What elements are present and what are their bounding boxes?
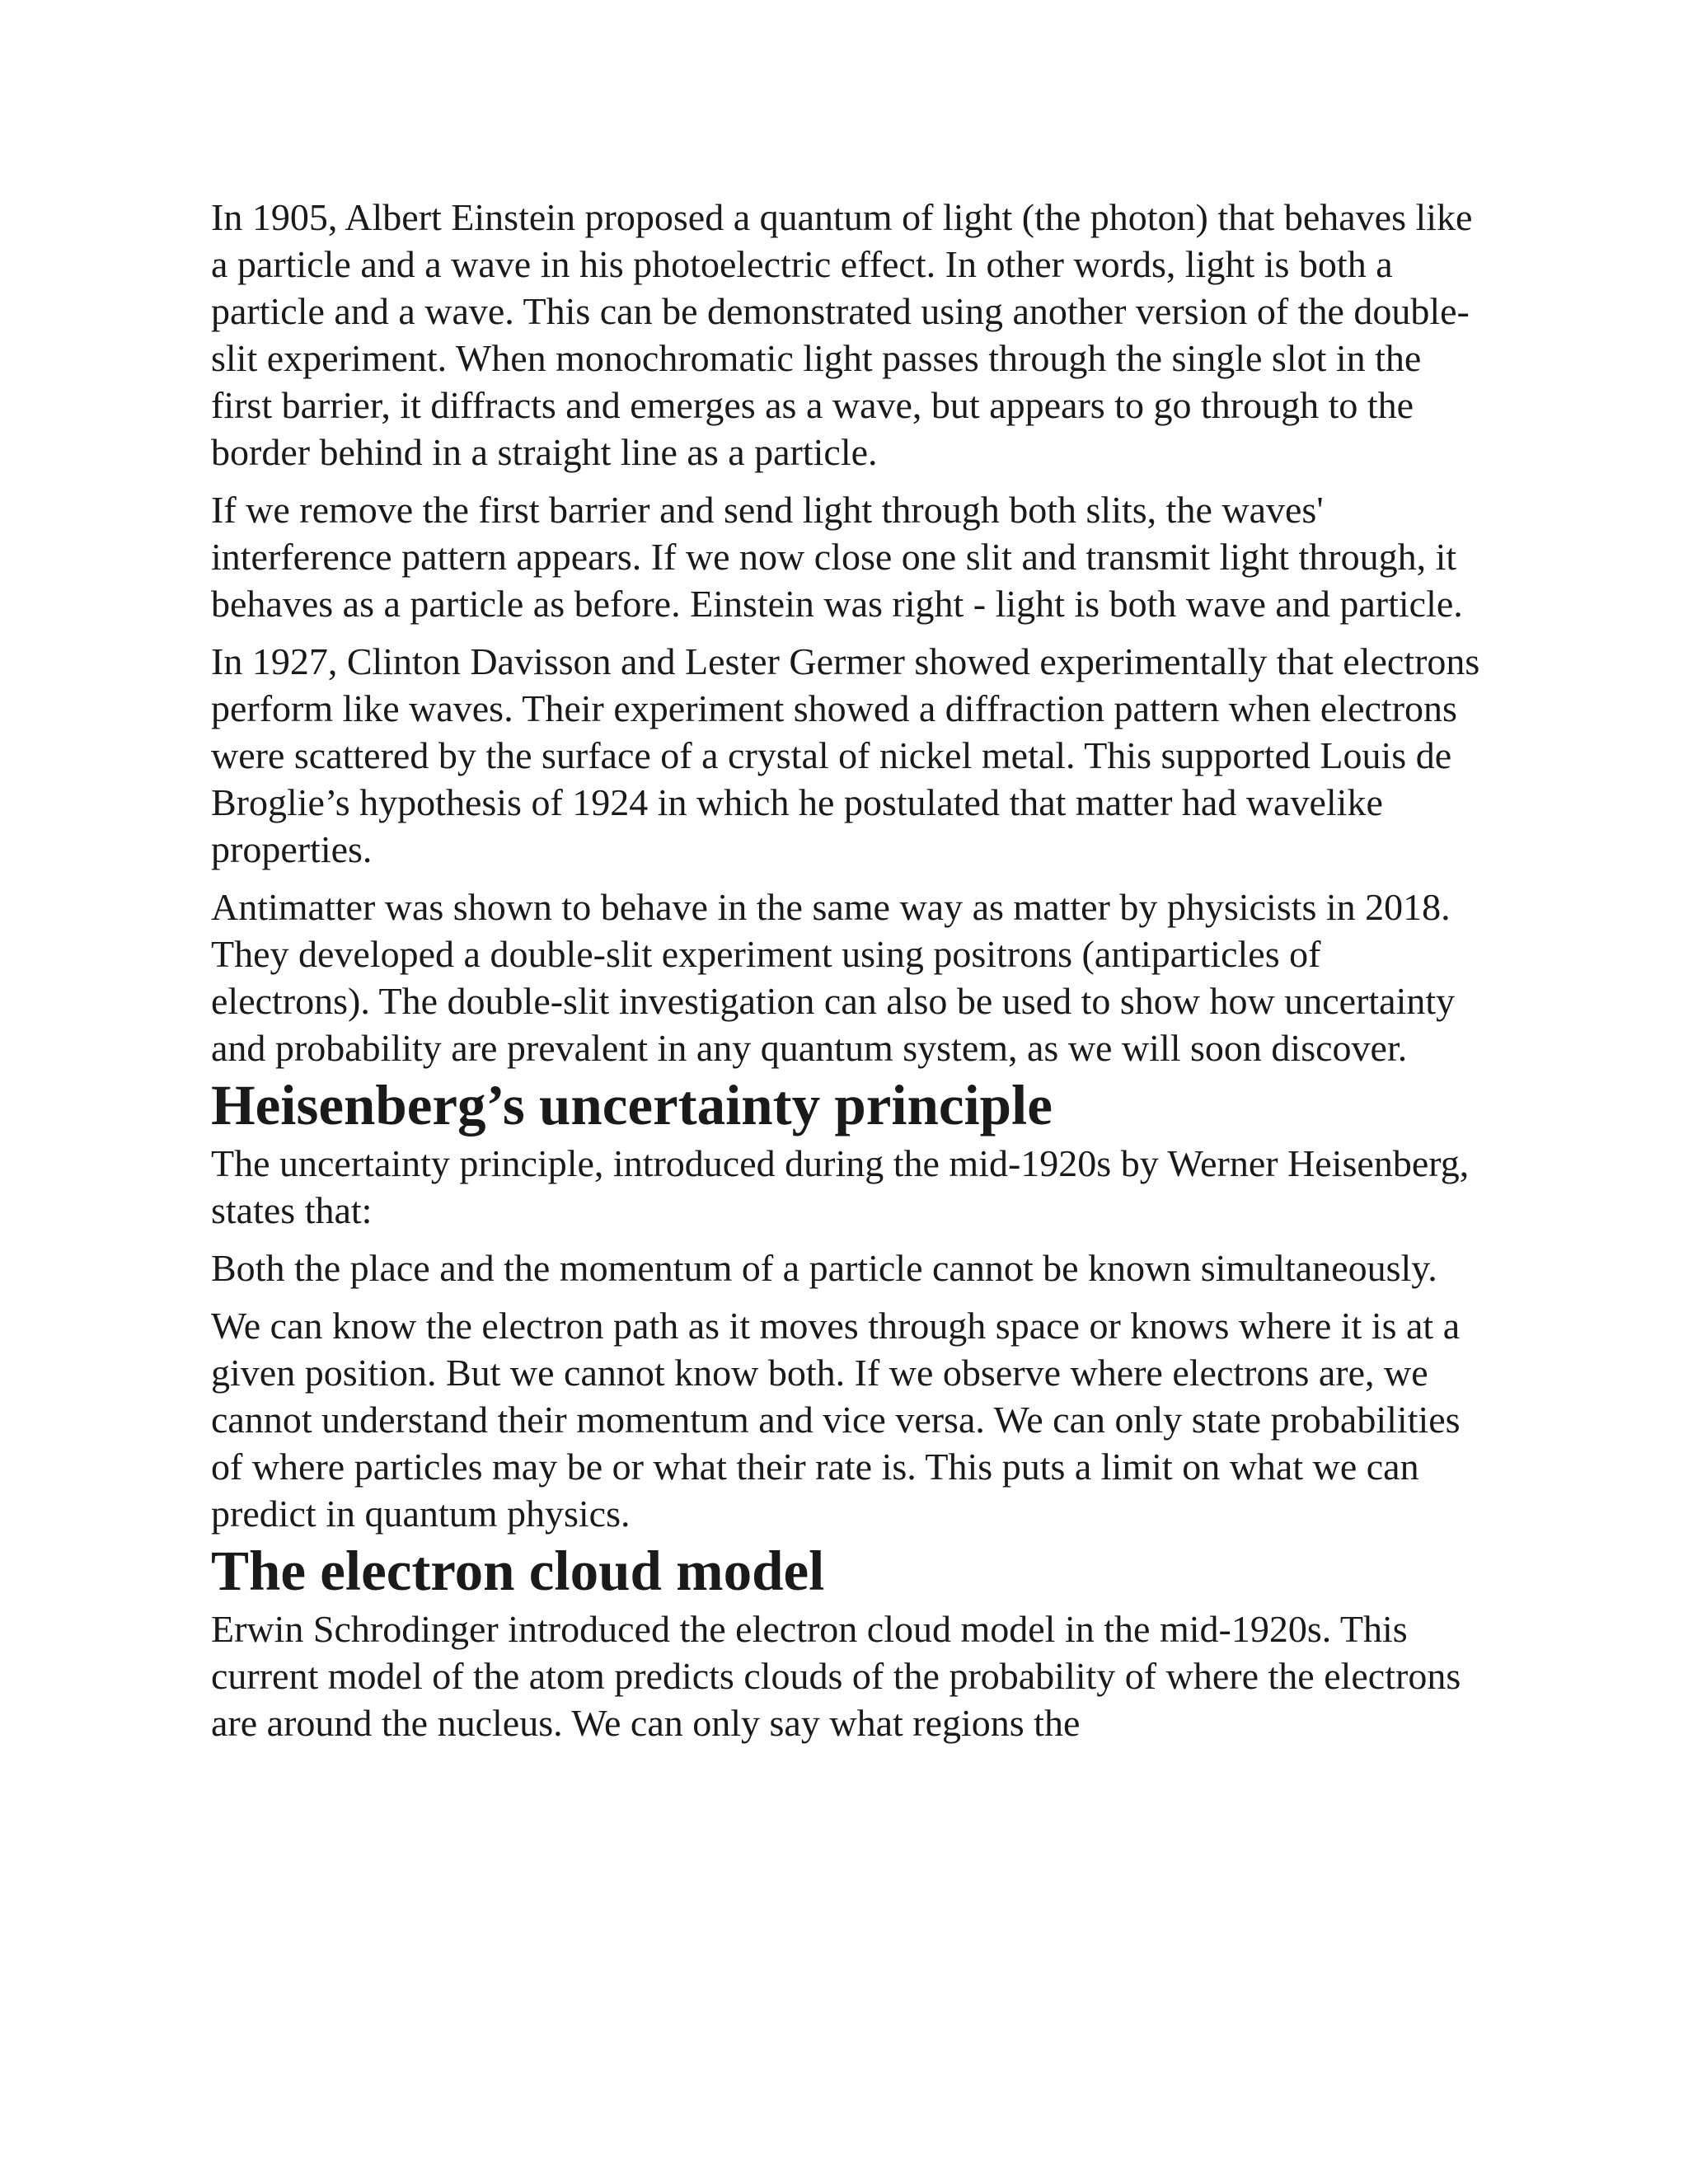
paragraph-electron-cloud: Erwin Schrodinger introduced the electron cloud model in the mid-1920s. This current model of the atom predicts clouds of the probability of where the electrons are around the nucleus. We can only say what regions the bbox=[211, 1608, 1461, 1744]
paragraph-uncertainty-intro: The uncertainty principle, introduced during the mid-1920s by Werner Heisenberg, states that: bbox=[211, 1142, 1470, 1231]
document-page bbox=[211, 194, 1480, 1757]
paragraph-antimatter: Antimatter was shown to behave in the same way as matter by physicists in 2018. They developed a double-slit experiment using positrons (antiparticles of electrons). The double-slit investigation can also be used to show how uncertainty and probability are prevalent in any quantum system, as we will soon discover. bbox=[211, 886, 1456, 1069]
paragraph-uncertainty-statement: Both the place and the momentum of a particle cannot be known simultaneously. bbox=[211, 1247, 1437, 1289]
paragraph-einstein-photon: In 1905, Albert Einstein proposed a quantum of light (the photon) that behaves like a particle and a wave in his photoelectric effect. In other words, light is both a particle and a wave. This can be demonstrated using another version of the double-slit experiment. When monochromatic light passes through the single slot in the first barrier, it diffracts and emerges as a wave, but appears to go through to the border behind in a straight line as a particle. bbox=[211, 196, 1473, 473]
paragraph-uncertainty-explanation: We can know the electron path as it moves through space or knows where it is at a given position. But we cannot know both. If we observe where electrons are, we cannot understand their momentum and vice versa. We can only state probabilities of where particles may be or what their rate is. This puts a limit on what we can predict in quantum physics. bbox=[211, 1305, 1461, 1535]
heading-electron-cloud-model: The electron cloud model bbox=[211, 1540, 825, 1602]
heading-uncertainty-principle: Heisenberg’s uncertainty principle bbox=[211, 1074, 1053, 1137]
paragraph-davisson-germer: In 1927, Clinton Davisson and Lester Germer showed experimentally that electrons perform like waves. Their experiment showed a diffraction pattern when electrons were scattered by the surface of a crystal of nickel metal. This supported Louis de Broglie’s hypothesis of 1924 in which he postulated that matter had wavelike properties. bbox=[211, 640, 1480, 870]
paragraph-double-slit-interference: If we remove the first barrier and send light through both slits, the waves' interference pattern appears. If we now close one slit and transmit light through, it behaves as a particle as before. Einstein was right - light is both wave and particle. bbox=[211, 489, 1463, 625]
